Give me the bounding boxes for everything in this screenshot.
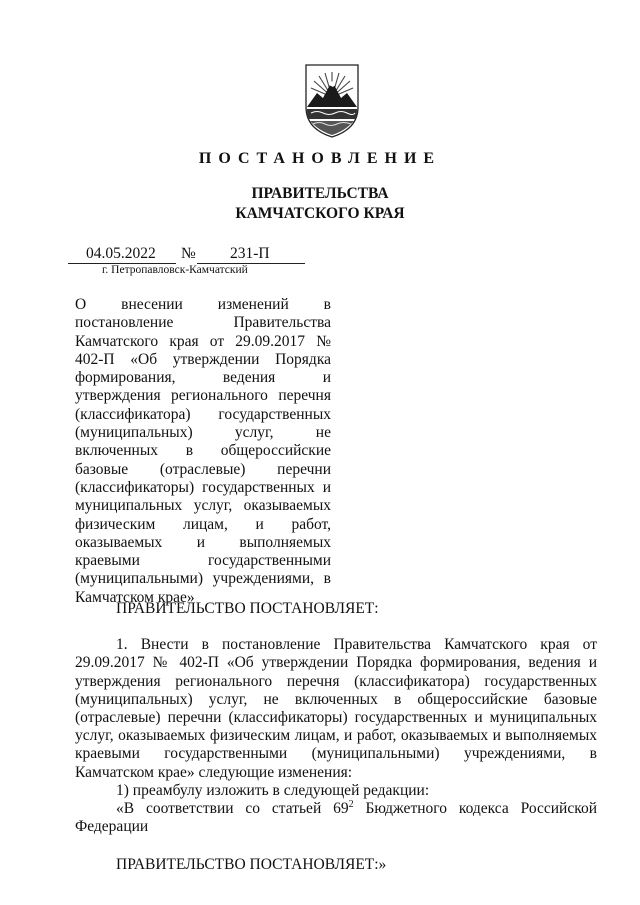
document-date: 04.05.2022 — [86, 245, 156, 262]
document-subject: О внесении изменений в постановление Правительства Камчатского края от 29.09.2017 № 402-П «Об утверждении Порядка формирования, ведения и утверждения регионального перечня (классификатора) государственных (муниципальных) услуг, не включенных в общероссийские базовые (отраслевые) перечни (классификаторы) государственных и муниципальных услуг, оказываемых физическим лицам, и работ, оказываемых и выполняемых краевыми государственными (муниципальными) учреждениями, в Камчатском крае» — [75, 296, 331, 606]
paragraph-item-1: 1. Внести в постановление Правительства Камчатского края от 29.09.2017 № 402-П «Об утверждении Порядка формирования, ведения и утверждения регионального перечня (классификатора) государственных (муниципальных) услуг, не включенных в общероссийские базовые (отраслевые) перечни (классификаторы) государственных и муниципальных услуг, оказываемых физическим лицам, и работ, оказываемых и выполняемых краевыми государственными (муниципальными) учреждениями, в Камчатском крае» следующие изменения: — [75, 636, 597, 781]
quote-text-end: Бюджетного кодекса Российской Федерации — [75, 800, 598, 836]
document-type-title: ПОСТАНОВЛЕНИЕ — [198, 150, 442, 167]
paragraph-subitem-1: 1) преамбулу изложить в следующей редакции: — [116, 781, 430, 799]
authority-line-1: ПРАВИТЕЛЬСТВА — [251, 185, 389, 202]
document-number: 231-П — [230, 245, 270, 262]
quote-text-start: «В соответствии со статьей 69 — [116, 800, 349, 818]
article-superscript: 2 — [348, 798, 354, 810]
closing-decree-formula: ПРАВИТЕЛЬСТВО ПОСТАНОВЛЯЕТ:» — [116, 856, 387, 874]
document-body — [75, 600, 597, 875]
place-of-issue: г. Петропавловск-Камчатский — [102, 264, 248, 276]
number-sign: № — [181, 245, 196, 262]
issuing-authority — [0, 184, 640, 224]
quoted-preamble — [75, 800, 597, 836]
authority-line-2: КАМЧАТСКОГО КРАЯ — [235, 205, 405, 222]
decree-formula: ПРАВИТЕЛЬСТВО ПОСТАНОВЛЯЕТ: — [116, 600, 379, 617]
kamchatka-coat-of-arms-icon — [301, 63, 363, 139]
